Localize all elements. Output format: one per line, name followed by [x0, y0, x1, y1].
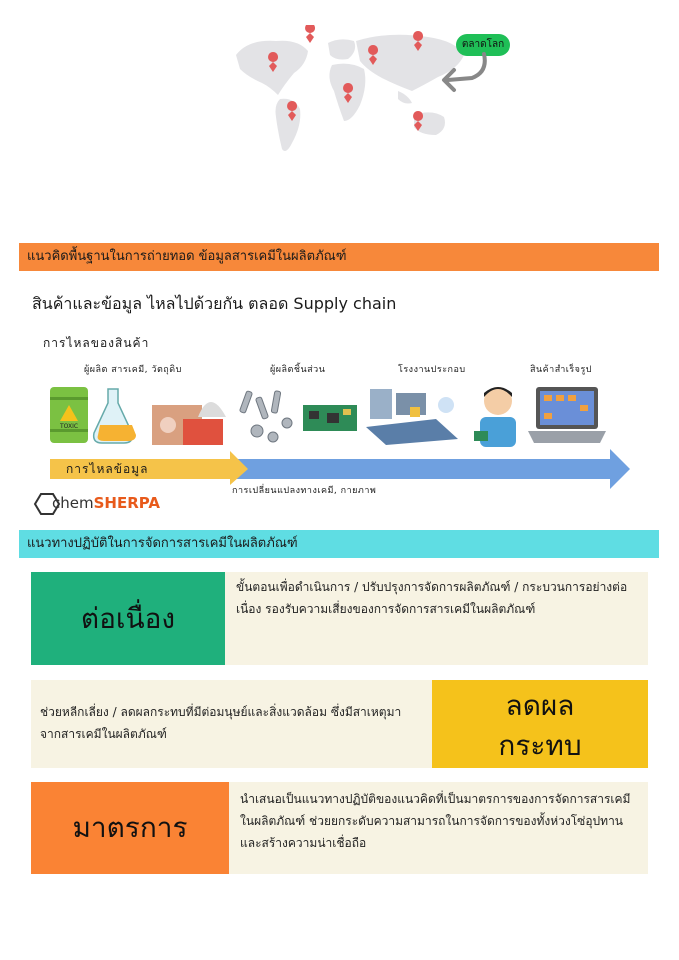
worker-illustration	[472, 383, 524, 448]
stage-label-assembly-plant: โรงงานประกอบ	[398, 365, 466, 375]
keyword-reduce-impact-line1: ลดผล	[505, 689, 575, 722]
flow-title: สินค้าและข้อมูล ไหลไปด้วยกัน ตลอด Supply chain	[32, 294, 397, 313]
description-measures: นำเสนอเป็นแนวทางปฏิบัติของแนวคิดที่เป็นมาตรการของการจัดการสารเคมีในผลิตภัณฑ์ ช่วยยกระดับความสามารถในการจัดการของทั้งห่วงโซ่อุปทานและสร้างความน่าเชื่อถือ	[240, 792, 631, 850]
logo-sherpa-text: SHERPA	[93, 494, 160, 512]
description-continuous: ขั้นตอนเพื่อดำเนินการ / ปรับปรุงการจัดการผลิตภัณฑ์ / กระบวนการอย่างต่อเนื่อง รองรับความเสี่ยงของการจัดการสารเคมีในผลิตภัณฑ์	[236, 580, 628, 616]
goods-flow-label: การไหลของสินค้า	[43, 336, 150, 350]
stage-label-parts-maker: ผู้ผลิตชิ้นส่วน	[270, 365, 326, 375]
keyword-continuous: ต่อเนื่อง	[31, 572, 225, 665]
parts-illustration	[237, 383, 361, 448]
laptop-illustration	[526, 383, 608, 448]
chemical-physical-change-label: การเปลี่ยนแปลงทางเคมี, กายภาพ	[232, 486, 377, 496]
stage-label-finished-goods: สินค้าสำเร็จรูป	[530, 365, 592, 375]
stage-label-chemical-maker: ผู้ผลิต สารเคมี, วัตถุดิบ	[84, 365, 182, 375]
keyword-reduce-impact	[432, 680, 648, 768]
description-reduce-impact: ช่วยหลีกเลี่ยง / ลดผลกระทบที่มีต่อมนุษย์และสิ่งแวดล้อม ซึ่งมีสาเหตุมาจากสารเคมีในผลิตภัณฑ์	[40, 705, 402, 741]
return-arrow-icon	[436, 52, 492, 96]
keyword-reduce-impact-line2: กระทบ	[498, 729, 582, 762]
toxic-label: TOXIC	[59, 423, 79, 430]
global-market-badge: ตลาดโลก	[456, 34, 510, 56]
assembly-plant-illustration	[366, 383, 462, 448]
data-flow-label: การไหลข้อมูล	[66, 462, 149, 476]
keyword-measures: มาตรการ	[31, 782, 229, 874]
section-heading-practice-guideline: แนวทางปฏิบัติในการจัดการสารเคมีในผลิตภัณฑ์	[19, 530, 659, 558]
section-heading-basic-concept: แนวคิดพื้นฐานในการถ่ายทอด ข้อมูลสารเคมีในผลิตภัณฑ์	[19, 243, 659, 271]
logo-chem-text: chem	[52, 494, 94, 512]
chemicals-raw-materials-illustration	[48, 383, 233, 448]
chemsherpa-logo-text	[52, 494, 160, 512]
